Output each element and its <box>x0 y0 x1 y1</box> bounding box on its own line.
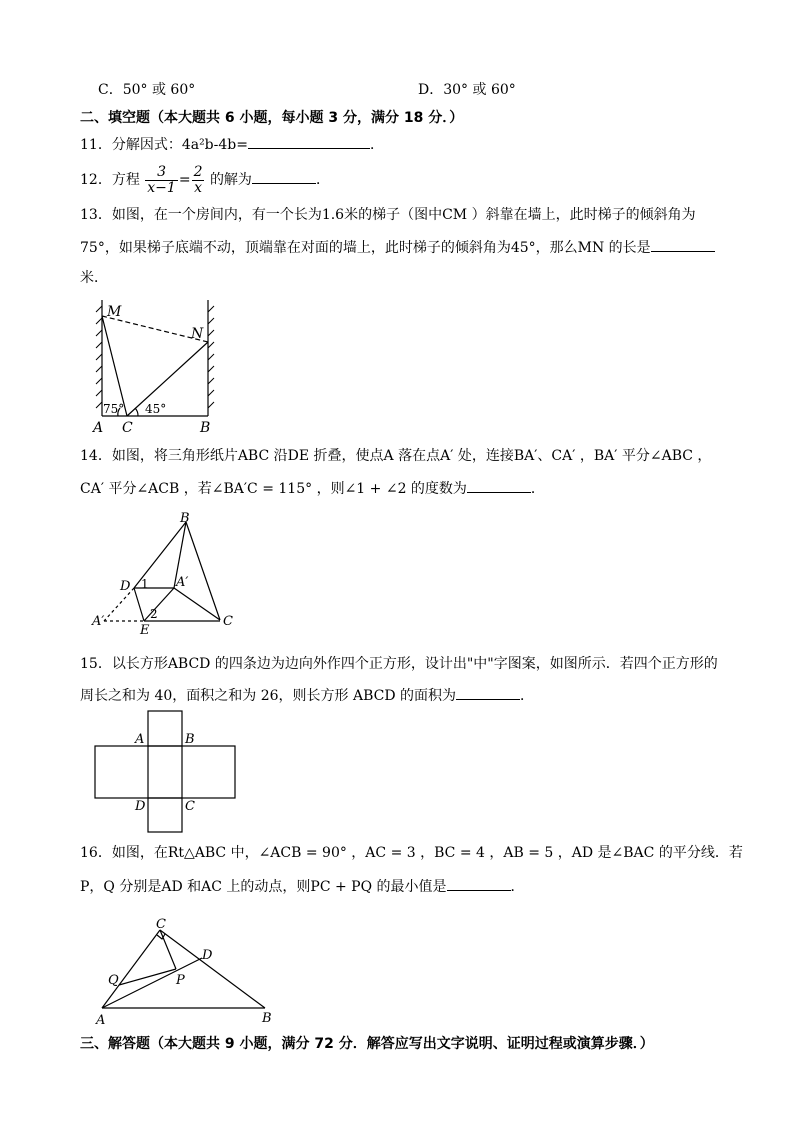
segment-qp <box>119 969 176 985</box>
label-c: C <box>156 917 166 932</box>
question-13-line-1: 13．如图，在一个房间内，有一个长为1.6米的梯子（图中CM ）斜靠在墙上，此时梯子的倾斜角为 <box>80 207 696 223</box>
q11-text: 11．分解因式：4a²b-4b= <box>80 137 248 153</box>
option-d: D．30° 或 60° <box>418 82 516 98</box>
label-c: C <box>185 799 195 814</box>
label-angle-2: 2 <box>150 607 158 621</box>
label-b: B <box>262 1011 272 1026</box>
label-a: A <box>96 1013 106 1028</box>
section-3-header: 三、解答题（本大题共 9 小题，满分 72 分．解答应写出文字说明、证明过程或演算步骤．） <box>80 1036 654 1052</box>
q12-suffix: 的解为 <box>209 172 252 188</box>
label-angle-1: 1 <box>141 577 149 591</box>
question-16-line-2 <box>80 876 525 897</box>
question-14-line-1: 14．如图，将三角形纸片ABC 沿DE 折叠，使点A 落在点A′ 处，连接BA′、CA′ ，BA′ 平分∠ABC ， <box>80 448 712 464</box>
label-d: D <box>135 799 146 814</box>
q15-end: ． <box>520 688 535 704</box>
side-bc <box>186 522 220 620</box>
q12-end: ． <box>315 172 330 188</box>
fraction-3-over-x-minus-1 <box>145 165 178 196</box>
label-d: D <box>120 579 131 594</box>
answer-blank <box>467 478 531 493</box>
q13-line2-text: 75°，如果梯子底端不动，顶端靠在对面的墙上，此时梯子的倾斜角为45°，那么MN 的长是 <box>80 240 651 256</box>
triangle-fold-figure <box>90 510 250 635</box>
label-angle-45: 45° <box>145 402 167 416</box>
frac1-num: 3 <box>145 165 178 181</box>
horizontal-squares <box>95 746 235 798</box>
e-to-a1 <box>144 588 174 621</box>
question-13-line-3: 米． <box>80 270 108 286</box>
question-14-line-2 <box>80 478 545 499</box>
side-ac <box>102 930 160 1008</box>
q12-eq: = <box>178 172 191 188</box>
ladder-cn <box>127 342 208 416</box>
frac2-num: 2 <box>193 163 203 180</box>
answer-blank <box>456 685 520 700</box>
answer-blank <box>651 237 715 252</box>
question-11 <box>80 134 384 155</box>
frac2-den: x <box>194 179 202 196</box>
angle-arc-45 <box>135 408 138 416</box>
answer-blank <box>447 876 511 891</box>
a1-to-c <box>174 588 220 620</box>
right-triangle-figure <box>90 912 280 1030</box>
ladder-cm <box>102 316 127 416</box>
label-e: E <box>140 623 150 635</box>
label-a-prime-top: A′ <box>176 575 189 590</box>
ladder-figure <box>90 296 225 436</box>
q14-end: ． <box>530 481 545 497</box>
label-a-prime: A′ <box>92 614 105 629</box>
label-b: B <box>200 420 211 436</box>
label-d: D <box>202 948 213 963</box>
question-13-line-2 <box>80 237 715 258</box>
q16-end: ． <box>510 879 525 895</box>
section-2-header: 二、填空题（本大题共 6 小题，每小题 3 分，满分 18 分．） <box>80 110 464 126</box>
q15-line2-text: 周长之和为 40，面积之和为 26，则长方形 ABCD 的面积为 <box>80 688 457 704</box>
option-c: C．50° 或 60° <box>98 82 196 98</box>
answer-blank <box>248 134 370 149</box>
label-m: M <box>107 304 122 320</box>
label-a: A <box>135 732 145 747</box>
q14-line2-text: CA′ 平分∠ACB ，若∠BA′C = 115° ，则∠1 + ∠2 的度数为 <box>80 481 467 497</box>
zhong-pattern-figure <box>90 708 240 836</box>
question-15-line-1: 15．以长方形ABCD 的四条边为边向外作四个正方形，设计出"中"字图案，如图所示．若四个正方形的 <box>80 656 718 672</box>
label-a: A <box>93 420 104 436</box>
q11-end: ． <box>369 137 384 153</box>
label-angle-75: 75° <box>103 402 125 416</box>
label-c: C <box>122 420 133 436</box>
label-b: B <box>185 732 195 747</box>
vertical-squares <box>148 711 182 832</box>
question-12 <box>80 160 330 200</box>
label-c: C <box>223 614 233 629</box>
label-n: N <box>191 326 204 342</box>
fold-de <box>134 588 144 621</box>
answer-blank <box>252 169 316 184</box>
question-16-line-1: 16．如图，在Rt△ABC 中，∠ACB = 90° ，AC = 3 ，BC = 4 ，AB = 5 ，AD 是∠BAC 的平分线．若 <box>80 845 743 861</box>
q12-prefix: 12．方程 <box>80 172 140 188</box>
q16-line2-text: P，Q 分别是AD 和AC 上的动点，则PC + PQ 的最小值是 <box>80 879 447 895</box>
fraction-2-over-x <box>192 165 205 196</box>
frac1-den: x−1 <box>147 179 176 196</box>
question-15-line-2 <box>80 685 534 706</box>
label-b: B <box>180 511 190 526</box>
label-q: Q <box>108 973 119 988</box>
label-p: P <box>176 973 185 988</box>
